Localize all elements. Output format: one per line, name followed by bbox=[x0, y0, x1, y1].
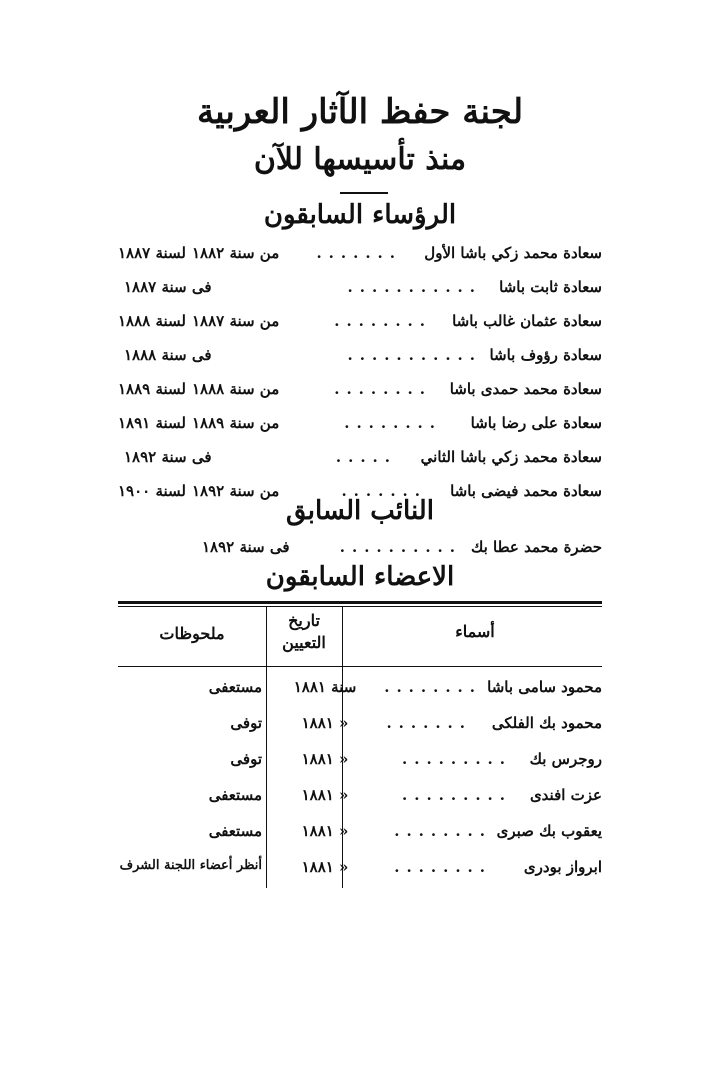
dot-leader: ......... bbox=[402, 750, 512, 768]
table-row bbox=[118, 778, 602, 814]
vice-name: حضرة محمد عطا بك bbox=[471, 538, 602, 556]
dot-leader: ........ bbox=[334, 380, 432, 398]
dot-leader: ........ bbox=[334, 312, 432, 330]
member-note: مستعفى bbox=[208, 786, 262, 804]
member-name: محمود سامى باشا bbox=[487, 678, 602, 696]
column-header-names: أسماء bbox=[455, 622, 495, 641]
period-from: فى سنة ١٨٨٨ bbox=[124, 346, 212, 364]
member-name: ابرواز بودرى bbox=[523, 858, 602, 876]
period-from: من سنة ١٨٩٢ bbox=[191, 482, 280, 500]
vice-heading: النائب السابق bbox=[286, 496, 434, 526]
dot-leader: ........... bbox=[347, 278, 482, 296]
column-header-date bbox=[266, 610, 342, 654]
dot-leader: ........ bbox=[394, 858, 492, 876]
member-name: عزت افندى bbox=[529, 786, 602, 804]
table-row bbox=[118, 742, 602, 778]
member-date: « ١٨٨١ bbox=[301, 858, 349, 876]
period-from: فى سنة ١٨٨٧ bbox=[124, 278, 212, 296]
table-top-rule-inner bbox=[118, 606, 602, 607]
period-to: لسنة ١٨٩١ bbox=[118, 414, 186, 432]
president-name: سعادة رؤوف باشا bbox=[489, 346, 602, 364]
member-date: سنة ١٨٨١ bbox=[293, 678, 357, 696]
table-header-rule bbox=[118, 666, 602, 667]
president-name: سعادة محمد حمدى باشا bbox=[449, 380, 602, 398]
vice-row bbox=[202, 534, 602, 562]
president-name: سعادة عثمان غالب باشا bbox=[452, 312, 602, 330]
period-from: فى سنة ١٨٩٢ bbox=[124, 448, 212, 466]
table-row bbox=[118, 850, 602, 886]
column-header-date-line1: تاريخ bbox=[288, 611, 320, 630]
dot-leader: ......... bbox=[402, 786, 512, 804]
period-to: لسنة ١٨٨٧ bbox=[118, 244, 186, 262]
president-period bbox=[112, 278, 212, 296]
period-from: من سنة ١٨٨٩ bbox=[191, 414, 280, 432]
table-row bbox=[118, 814, 602, 850]
table-row bbox=[118, 670, 602, 706]
president-period bbox=[112, 312, 279, 330]
president-row bbox=[112, 274, 602, 302]
dot-leader: ........ bbox=[394, 822, 492, 840]
member-name: روجرس بك bbox=[529, 750, 602, 768]
page-title: لجنة حفظ الآثار العربية bbox=[196, 92, 524, 132]
dot-leader: ..... bbox=[335, 448, 397, 466]
dot-leader: ....... bbox=[341, 482, 427, 500]
president-period bbox=[112, 244, 279, 262]
period-to: لسنة ١٨٨٩ bbox=[118, 380, 186, 398]
dot-leader: ........ bbox=[384, 678, 482, 696]
table-row bbox=[118, 706, 602, 742]
period-to: لسنة ١٩٠٠ bbox=[118, 482, 186, 500]
member-date: « ١٨٨١ bbox=[301, 750, 349, 768]
president-name: سعادة محمد فيضى باشا bbox=[450, 482, 602, 500]
member-note: توفى bbox=[230, 750, 262, 768]
member-name: محمود بك الفلكى bbox=[491, 714, 602, 732]
member-note: توفى bbox=[230, 714, 262, 732]
member-name: يعقوب بك صبرى bbox=[496, 822, 602, 840]
dot-leader: ....... bbox=[386, 714, 472, 732]
president-name: سعادة على رضا باشا bbox=[470, 414, 602, 432]
table-top-rule bbox=[118, 601, 602, 604]
column-header-notes: ملحوظات bbox=[159, 624, 225, 643]
president-period bbox=[112, 346, 212, 364]
dot-leader: ........ bbox=[344, 414, 442, 432]
column-header-date-line2: التعيين bbox=[282, 633, 326, 652]
member-note: مستعفى bbox=[208, 822, 262, 840]
member-note: أنظر أعضاء اللجنة الشرف bbox=[119, 858, 262, 873]
president-row bbox=[112, 376, 602, 404]
dot-leader: ........... bbox=[347, 346, 482, 364]
dot-leader: ....... bbox=[316, 244, 402, 262]
president-row bbox=[112, 308, 602, 336]
president-row bbox=[112, 444, 602, 472]
president-period bbox=[112, 380, 279, 398]
period-from: من سنة ١٨٨٨ bbox=[191, 380, 280, 398]
president-name: سعادة محمد زكي باشا الثاني bbox=[420, 448, 602, 466]
president-period bbox=[112, 414, 279, 432]
president-name: سعادة محمد زكي باشا الأول bbox=[424, 244, 602, 262]
president-row bbox=[112, 240, 602, 268]
period-from: من سنة ١٨٨٢ bbox=[191, 244, 280, 262]
member-date: « ١٨٨١ bbox=[301, 822, 349, 840]
member-date: « ١٨٨١ bbox=[301, 786, 349, 804]
president-period bbox=[112, 448, 212, 466]
president-name: سعادة ثابت باشا bbox=[499, 278, 602, 296]
page-subtitle: منذ تأسيسها للآن bbox=[253, 142, 467, 177]
vice-date: فى سنة ١٨٩٢ bbox=[202, 538, 290, 556]
president-row bbox=[112, 410, 602, 438]
title-divider bbox=[340, 192, 388, 194]
member-date: « ١٨٨١ bbox=[301, 714, 349, 732]
presidents-heading: الرؤساء السابقون bbox=[263, 200, 457, 230]
members-heading: الاعضاء السابقون bbox=[265, 562, 455, 592]
president-row bbox=[112, 342, 602, 370]
period-from: من سنة ١٨٨٧ bbox=[191, 312, 280, 330]
dot-leader: .......... bbox=[339, 538, 462, 556]
period-to: لسنة ١٨٨٨ bbox=[118, 312, 186, 330]
member-note: مستعفى bbox=[208, 678, 262, 696]
